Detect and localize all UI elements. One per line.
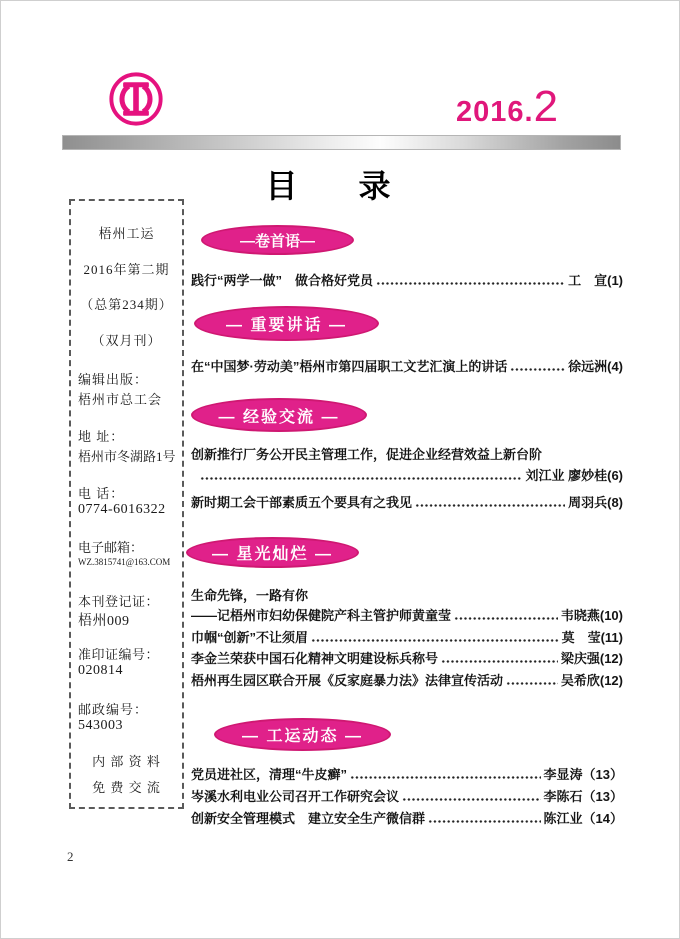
article-row — [191, 650, 623, 668]
dot-leader — [415, 503, 565, 508]
article-page: (4) — [607, 359, 623, 374]
publisher: 梧州市总工会 — [78, 392, 163, 407]
dot-leader — [402, 797, 541, 802]
address-label: 地 址： — [78, 429, 125, 444]
dot-leader — [454, 616, 558, 621]
article-author: 徐远洲 — [568, 359, 608, 374]
email: WZ.3815741@163.COM — [78, 557, 171, 567]
article-row-continuation — [191, 607, 623, 625]
article-page: (8) — [607, 495, 623, 510]
article-author: 刘江业 廖妙桂 — [525, 468, 608, 483]
article-title: 新时期工会干部素质五个要具有之我见 — [191, 495, 413, 510]
license: 梧州009 — [78, 614, 130, 629]
article-author: 吴希欣 — [560, 673, 600, 688]
article-row — [191, 629, 623, 647]
issue-number: 2 — [533, 82, 559, 131]
permit-label: 准印证编号： — [78, 647, 160, 662]
journal-name: 梧州工运 — [98, 226, 155, 241]
article-page: (6) — [607, 468, 623, 483]
issue-line: 2016年第二期 — [83, 262, 170, 277]
phone: 0774-6016322 — [78, 502, 166, 517]
total-issue: （总第234期） — [80, 297, 173, 312]
article-title: 李金兰荣获中国石化精神文明建设标兵称号 — [191, 651, 439, 666]
article-row — [191, 358, 623, 376]
article-row-continuation — [191, 467, 623, 485]
postcode-label: 邮政编号： — [78, 702, 149, 717]
note-line1: 内 部 资 料 — [92, 754, 161, 769]
article-page: (12) — [599, 673, 623, 688]
article-page: (12) — [599, 651, 623, 666]
article-author: 李陈石 — [543, 789, 583, 804]
article-page: (10) — [599, 608, 623, 623]
article-author: 李显涛 — [543, 767, 583, 782]
article-title: 践行“两学一做” 做合格好党员 — [191, 273, 374, 288]
license-label: 本刊登记证： — [78, 594, 160, 609]
gradient-divider-bar — [62, 135, 621, 150]
article-page: (1) — [607, 273, 623, 288]
article-title-line1: 生命先锋，一路有你 — [191, 588, 309, 603]
article-author: 周羽兵 — [568, 495, 608, 510]
dot-leader — [510, 367, 565, 372]
issue-year: 2016. — [456, 96, 534, 128]
article-title: 党员进社区，清理“牛皮癣” — [191, 767, 348, 782]
article-author: 工 宣 — [568, 273, 608, 288]
dot-leader — [350, 775, 541, 780]
article-row — [191, 766, 623, 784]
permit: 020814 — [78, 663, 123, 678]
dot-leader — [428, 819, 541, 824]
dot-leader — [441, 659, 558, 664]
section-header-jingyanjiaoliu: — 经验交流 — — [191, 398, 367, 432]
section-header-xingguangcanlan: — 星光灿烂 — — [186, 537, 359, 568]
page-number: 2 — [67, 849, 74, 864]
article-page: （13） — [582, 789, 623, 804]
article-title-line1: 创新推行厂务公开民主管理工作，促进企业经营效益上新台阶 — [191, 447, 543, 462]
section-header-juanshouyu: —卷首语— — [201, 225, 354, 255]
dot-leader — [311, 638, 559, 643]
article-page: （13） — [582, 767, 623, 782]
article-page: (11) — [600, 630, 623, 645]
dot-leader — [376, 281, 565, 286]
article-author: 韦晓燕 — [560, 608, 600, 623]
dot-leader — [506, 681, 558, 686]
email-label: 电子邮箱： — [78, 540, 144, 555]
article-title-line2: ——记梧州市妇幼保健院产科主管护师黄童莹 — [191, 608, 452, 623]
article-title: 在“中国梦·劳动美”梧州市第四届职工文艺汇演上的讲话 — [191, 359, 508, 374]
article-row — [191, 272, 623, 290]
article-title: 岑溪水利电业公司召开工作研究会议 — [191, 789, 400, 804]
article-title: 梧州再生园区联合开展《反家庭暴力法》法律宣传活动 — [191, 673, 504, 688]
section-header-gongyundongtai: — 工运动态 — — [214, 718, 391, 751]
address: 梧州市冬湖路1号 — [78, 449, 176, 464]
frequency: （双月刊） — [91, 333, 162, 348]
publisher-label: 编辑出版： — [78, 372, 149, 387]
article-row — [191, 587, 623, 605]
article-row — [191, 494, 623, 512]
article-author: 梁庆强 — [560, 651, 600, 666]
article-page: （14） — [582, 811, 623, 826]
article-author: 陈江业 — [543, 811, 583, 826]
article-author: 莫 莹 — [561, 630, 601, 645]
article-row — [191, 672, 623, 690]
phone-label: 电 话： — [78, 486, 125, 501]
journal-info-box — [69, 199, 184, 809]
postcode: 543003 — [78, 718, 123, 733]
toc-title: 目 录 — [265, 168, 417, 204]
trade-union-logo-icon — [108, 71, 164, 127]
article-row — [191, 446, 623, 464]
article-row — [191, 788, 623, 806]
issue-date — [456, 82, 559, 131]
article-title: 创新安全管理模式 建立安全生产微信群 — [191, 811, 426, 826]
article-title: 巾帼“创新”不让须眉 — [191, 630, 309, 645]
section-header-zhongyaojianghua: — 重要讲话 — — [194, 306, 379, 341]
dot-leader — [200, 476, 522, 481]
article-row — [191, 810, 623, 828]
note-line2: 免 费 交 流 — [92, 780, 161, 795]
